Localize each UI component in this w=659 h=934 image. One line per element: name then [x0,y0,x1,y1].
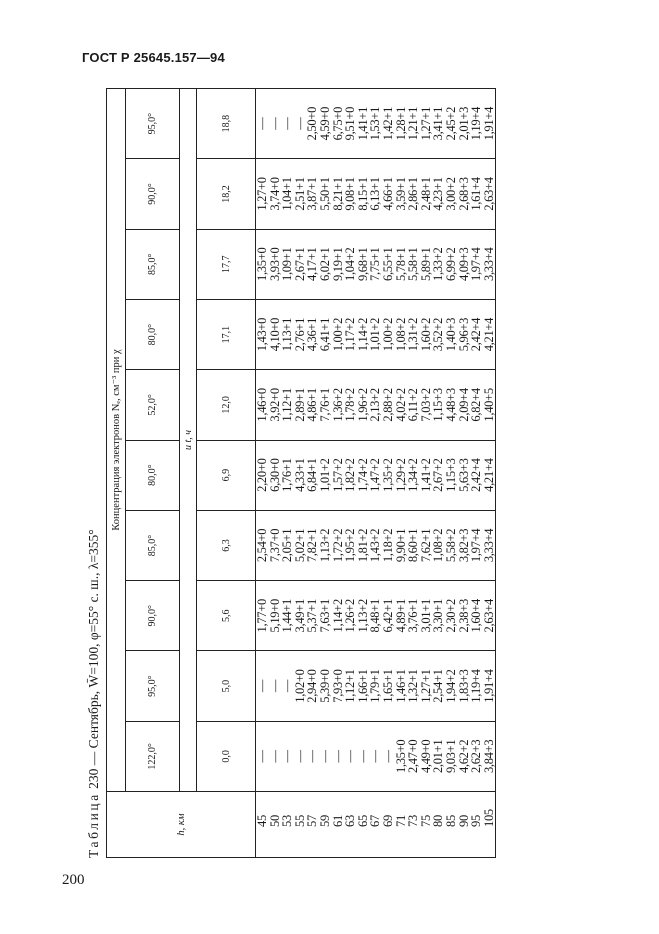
concentration-values [256,651,495,720]
concentration-value: 1,08+2 [431,528,446,563]
concentration-value: 1,04+1 [280,177,295,211]
concentration-value: 1,53+1 [368,106,383,141]
h-value: 71 [393,815,408,827]
table-title [84,529,104,858]
concentration-value: 1,82+2 [343,458,358,492]
concentration-value: 1,97+4 [469,247,484,281]
concentration-value: 1,31+2 [406,317,421,352]
concentration-value: 6,82+4 [469,388,484,422]
concentration-value: 1,14+2 [355,317,370,352]
concentration-value: 7,75+1 [368,247,383,281]
concentration-value: 4,33+1 [292,458,307,492]
concentration-column-cell [256,651,496,721]
concentration-value: — [267,679,282,693]
concentration-value: 2,68+3 [456,177,471,211]
concentration-value: 9,03+1 [443,739,458,774]
concentration-value: 3,93+0 [267,247,282,281]
concentration-value: — [267,750,282,763]
concentration-value: — [255,679,269,693]
time-header-cell: 17,7 [197,229,256,299]
concentration-value: 3,41+1 [431,106,446,141]
concentration-value: 1,35+0 [255,247,269,281]
concentration-value: 3,33+4 [481,247,496,281]
concentration-value: 1,74+2 [355,458,370,492]
concentration-value: 5,50+1 [317,177,332,211]
concentration-value: 1,91+4 [481,669,496,703]
concentration-value: 3,84+3 [481,739,496,774]
concentration-value: 2,13+2 [368,388,383,422]
chi-header-cell: 122,0° [126,721,180,791]
chi-header-row [126,89,180,858]
concentration-value: 7,37+0 [267,528,282,563]
concentration-value: 8,60+1 [406,528,421,563]
concentration-value: — [280,750,295,763]
concentration-value: 1,40+3 [443,317,458,352]
concentration-value: 1,15+3 [443,458,458,492]
local-time-header: и t, ч [180,89,197,792]
concentration-value: 2,54+0 [255,528,269,563]
concentration-values [256,89,495,158]
concentration-value: 1,83+3 [456,669,471,703]
concentration-value: 1,27+0 [255,177,269,211]
concentration-value: 1,47+2 [368,458,383,492]
h-value: 73 [406,815,421,827]
concentration-value: 9,90+1 [393,528,408,563]
concentration-value: 1,29+2 [393,458,408,492]
concentration-value: 2,51+1 [292,177,307,211]
concentration-value: 1,26+2 [343,599,358,633]
concentration-value: 3,82+3 [456,528,471,563]
concentration-value: 1,18+2 [380,528,395,563]
concentration-header: Концентрация электронов Nₑ, см⁻³ при χ [107,89,126,792]
chi-header-cell: 80,0° [126,440,180,510]
chi-header-cell: 85,0° [126,229,180,299]
concentration-value: 6,55+1 [380,247,395,281]
chi-header-cell: 90,0° [126,159,180,229]
table-body-row [256,89,496,858]
concentration-value: 1,91+4 [481,106,496,141]
h-value: 59 [317,815,332,827]
concentration-value: 3,76+1 [406,599,421,633]
concentration-value: 9,68+1 [355,247,370,281]
time-header-cell: 18,2 [197,159,256,229]
concentration-value: 5,19+0 [267,599,282,633]
h-value: 69 [380,815,395,827]
concentration-value: 5,02+1 [292,528,307,563]
concentration-value: 3,01+1 [418,599,433,633]
concentration-value: 4,59+0 [317,106,332,141]
chi-header-cell: 52,0° [126,370,180,440]
concentration-value: 6,02+1 [317,247,332,281]
concentration-value: 7,03+2 [418,388,433,422]
concentration-value: 1,19+4 [469,669,484,703]
h-value: 45 [255,815,269,827]
concentration-value: — [292,750,307,763]
chi-header-cell: 90,0° [126,581,180,651]
table-title-prefix: Таблица [86,792,101,858]
chi-header-cell: 85,0° [126,510,180,580]
concentration-value: — [380,750,395,763]
concentration-value: 2,48+1 [418,177,433,211]
concentration-value: 1,78+2 [343,388,358,422]
concentration-value: 1,27+1 [418,669,433,703]
concentration-value: 6,84+1 [305,458,320,492]
concentration-value: 5,78+1 [393,247,408,281]
h-value: 95 [469,815,484,827]
concentration-value: 8,48+1 [368,599,383,633]
time-header-row [197,89,256,858]
concentration-value: 6,75+0 [330,106,345,141]
concentration-value: 8,15+1 [355,177,370,211]
concentration-value: 7,93+0 [330,669,345,703]
concentration-value: 2,76+1 [292,317,307,352]
concentration-value: 1,95+2 [343,528,358,563]
concentration-value: 4,09+3 [456,247,471,281]
concentration-values [256,230,495,299]
concentration-value: 1,46+0 [255,388,269,422]
h-value: 105 [481,809,496,827]
concentration-value: 2,45+2 [443,106,458,141]
concentration-value: 5,96+3 [456,317,471,352]
concentration-value: 1,27+1 [418,106,433,141]
concentration-value: 1,46+1 [393,669,408,703]
h-value: 67 [368,815,383,827]
concentration-value: 4,89+1 [393,599,408,633]
concentration-value: 4,10+0 [267,317,282,352]
concentration-value: 1,66+1 [355,669,370,703]
concentration-value: 7,76+1 [317,388,332,422]
concentration-value: 1,57+2 [330,458,345,492]
h-value: 55 [292,815,307,827]
concentration-value: 1,13+2 [355,599,370,633]
concentration-value: 1,79+1 [368,669,383,703]
h-column-header: h, км [107,792,256,858]
concentration-column-cell [256,721,496,791]
concentration-value: 3,00+2 [443,177,458,211]
concentration-value: 1,60+2 [418,317,433,352]
concentration-value: 5,63+3 [456,458,471,492]
h-value: 90 [456,815,471,827]
h-value: 53 [280,815,295,827]
concentration-value: 6,11+2 [406,388,421,422]
concentration-value: 2,63+4 [481,177,496,211]
concentration-values [256,722,495,791]
concentration-value: 2,47+0 [406,739,421,774]
concentration-values [256,300,495,369]
concentration-value: 1,41+1 [355,106,370,141]
concentration-value: 1,28+1 [393,106,408,141]
concentration-column-cell [256,159,496,229]
concentration-value: 6,99+2 [443,247,458,281]
concentration-value: — [305,750,320,763]
time-header-cell: 12,0 [197,370,256,440]
table-rotated-container [84,88,614,858]
concentration-value: 6,30+0 [267,458,282,492]
concentration-value: 1,60+4 [469,599,484,633]
chi-header-cell: 95,0° [126,651,180,721]
concentration-value: 1,76+1 [280,458,295,492]
concentration-value: 1,13+2 [317,528,332,563]
concentration-value: 3,92+0 [267,388,282,422]
concentration-value: 1,19+4 [469,106,484,141]
concentration-value: 1,34+2 [406,458,421,492]
concentration-value: 2,54+1 [431,669,446,703]
concentration-value: 5,37+1 [305,599,320,633]
time-header-cell: 17,1 [197,299,256,369]
concentration-value: 4,17+1 [305,247,320,281]
concentration-values [256,441,495,510]
h-value: 85 [443,815,458,827]
concentration-value: 2,89+1 [292,388,307,422]
time-header-cell: 5,6 [197,581,256,651]
concentration-value: 1,13+1 [280,317,295,352]
concentration-value: 2,94+0 [305,669,320,703]
time-header-cell: 6,9 [197,440,256,510]
concentration-values [256,581,495,650]
concentration-value: 2,09+4 [456,388,471,422]
concentration-value: 6,13+1 [368,177,383,211]
concentration-value: — [368,750,383,763]
concentration-value: 3,87+1 [305,177,320,211]
concentration-value: 4,36+1 [305,317,320,352]
concentration-value: 8,21+1 [330,177,345,211]
concentration-value: 1,35+2 [380,458,395,492]
concentration-value: 3,59+1 [393,177,408,211]
concentration-value: 2,42+4 [469,317,484,352]
concentration-value: 6,42+1 [380,599,395,633]
concentration-value: 1,12+1 [280,388,295,422]
concentration-value: 7,63+1 [317,599,332,633]
h-value: 57 [305,815,320,827]
concentration-value: 1,43+0 [255,317,269,352]
concentration-column-cell [256,510,496,580]
time-header-cell: 6,3 [197,510,256,580]
concentration-value: 1,08+2 [393,317,408,352]
table-title-number: 230 [86,768,101,789]
concentration-value: 4,21+4 [481,458,496,492]
concentration-value: 4,02+2 [393,388,408,422]
concentration-column-cell [256,440,496,510]
h-value: 80 [431,815,446,827]
time-header-cell: 5,0 [197,651,256,721]
concentration-value: 1,00+2 [380,317,395,352]
concentration-value: 1,33+2 [431,247,446,281]
concentration-value: 1,65+1 [380,669,395,703]
document-header: ГОСТ Р 25645.157—94 [82,50,225,65]
concentration-value: 4,86+1 [305,388,320,422]
concentration-value: 1,77+0 [255,599,269,633]
concentration-value: 1,42+1 [380,106,395,141]
concentration-value: 2,62+3 [469,739,484,774]
concentration-value: 5,58+1 [406,247,421,281]
concentration-value: 2,88+2 [380,388,395,422]
concentration-column-cell [256,581,496,651]
concentration-value: 3,49+1 [292,599,307,633]
concentration-value: 4,62+2 [456,739,471,774]
concentration-value: — [317,750,332,763]
concentration-value: 9,51+0 [343,106,358,141]
concentration-value: 1,43+2 [368,528,383,563]
concentration-value: 1,17+2 [343,317,358,352]
concentration-value: 3,52+2 [431,317,446,352]
concentration-value: 2,67+2 [431,458,446,492]
concentration-value: 1,21+1 [406,106,421,141]
concentration-value: 5,89+1 [418,247,433,281]
concentration-value: — [292,117,307,130]
concentration-value: — [267,117,282,130]
concentration-value: 2,38+3 [456,599,471,633]
concentration-value: 1,96+2 [355,388,370,422]
table-title-rest: — Сентябрь, W̄=100, φ=55° с. ш., λ=355° [86,529,101,766]
concentration-value: 9,08+1 [343,177,358,211]
concentration-value: 4,66+1 [380,177,395,211]
concentration-values [256,370,495,439]
concentration-value: 1,81+2 [355,528,370,563]
concentration-value: 2,01+3 [456,106,471,141]
h-value: 65 [355,815,370,827]
concentration-value: 2,05+1 [280,528,295,563]
concentration-value: — [280,679,295,693]
concentration-value: — [255,117,269,130]
concentration-value: 4,48+3 [443,388,458,422]
h-value: 61 [330,815,345,827]
concentration-value: 1,40+5 [481,388,496,422]
concentration-value: 3,74+0 [267,177,282,211]
concentration-value: 7,62+1 [418,528,433,563]
concentration-value: 7,82+1 [305,528,320,563]
concentration-value: 6,41+1 [317,317,332,352]
concentration-value: — [355,750,370,763]
concentration-value: 2,86+1 [406,177,421,211]
h-value: 63 [343,815,358,827]
concentration-value: 2,30+2 [443,599,458,633]
page-number: 200 [62,872,85,888]
h-values [256,792,495,857]
chi-header-cell: 80,0° [126,299,180,369]
concentration-value: 4,49+0 [418,739,433,774]
concentration-value: — [280,117,295,130]
concentration-value: 1,02+0 [292,669,307,703]
concentration-value: 1,15+3 [431,388,446,422]
concentration-value: 2,63+4 [481,599,496,633]
concentration-value: 1,44+1 [280,599,295,633]
concentration-value: 4,21+4 [481,317,496,352]
h-value: 75 [418,815,433,827]
concentration-value: 4,23+1 [431,177,446,211]
concentration-value: 1,04+2 [343,247,358,281]
time-header-cell: 18,8 [197,89,256,159]
concentration-value: 1,12+1 [343,669,358,703]
time-header-cell: 0,0 [197,721,256,791]
concentration-value: 1,09+1 [280,247,295,281]
concentration-value: 1,00+2 [330,317,345,352]
concentration-value: 1,32+1 [406,669,421,703]
concentration-column-cell [256,229,496,299]
concentration-value: 1,14+2 [330,599,345,633]
h-values-cell [256,792,496,858]
concentration-value: 9,19+1 [330,247,345,281]
concentration-values [256,159,495,228]
concentration-value: 2,67+1 [292,247,307,281]
concentration-value: 2,42+4 [469,458,484,492]
concentration-value: 1,01+2 [317,458,332,492]
concentration-value: 1,97+4 [469,528,484,563]
concentration-value: 2,50+0 [305,106,320,141]
concentration-value: 2,01+1 [431,739,446,774]
h-value: 50 [267,815,282,827]
concentration-value: 1,36+2 [330,388,345,422]
concentration-column-cell [256,299,496,369]
concentration-value: — [255,750,269,763]
chi-header-cell: 95,0° [126,89,180,159]
concentration-value: 1,61+4 [469,177,484,211]
concentration-value: 1,94+2 [443,669,458,703]
concentration-column-cell [256,89,496,159]
concentration-column-cell [256,370,496,440]
concentration-value: — [330,750,345,763]
concentration-value: 1,35+0 [393,739,408,774]
concentration-value: 5,58+2 [443,528,458,563]
concentration-values [256,511,495,580]
electron-concentration-table [106,88,496,858]
concentration-value: — [343,750,358,763]
concentration-value: 3,30+1 [431,599,446,633]
concentration-value: 1,41+2 [418,458,433,492]
concentration-value: 3,33+4 [481,528,496,563]
concentration-value: 5,39+0 [317,669,332,703]
concentration-value: 1,01+2 [368,317,383,352]
concentration-value: 1,72+2 [330,528,345,563]
concentration-value: 2,20+0 [255,458,269,492]
